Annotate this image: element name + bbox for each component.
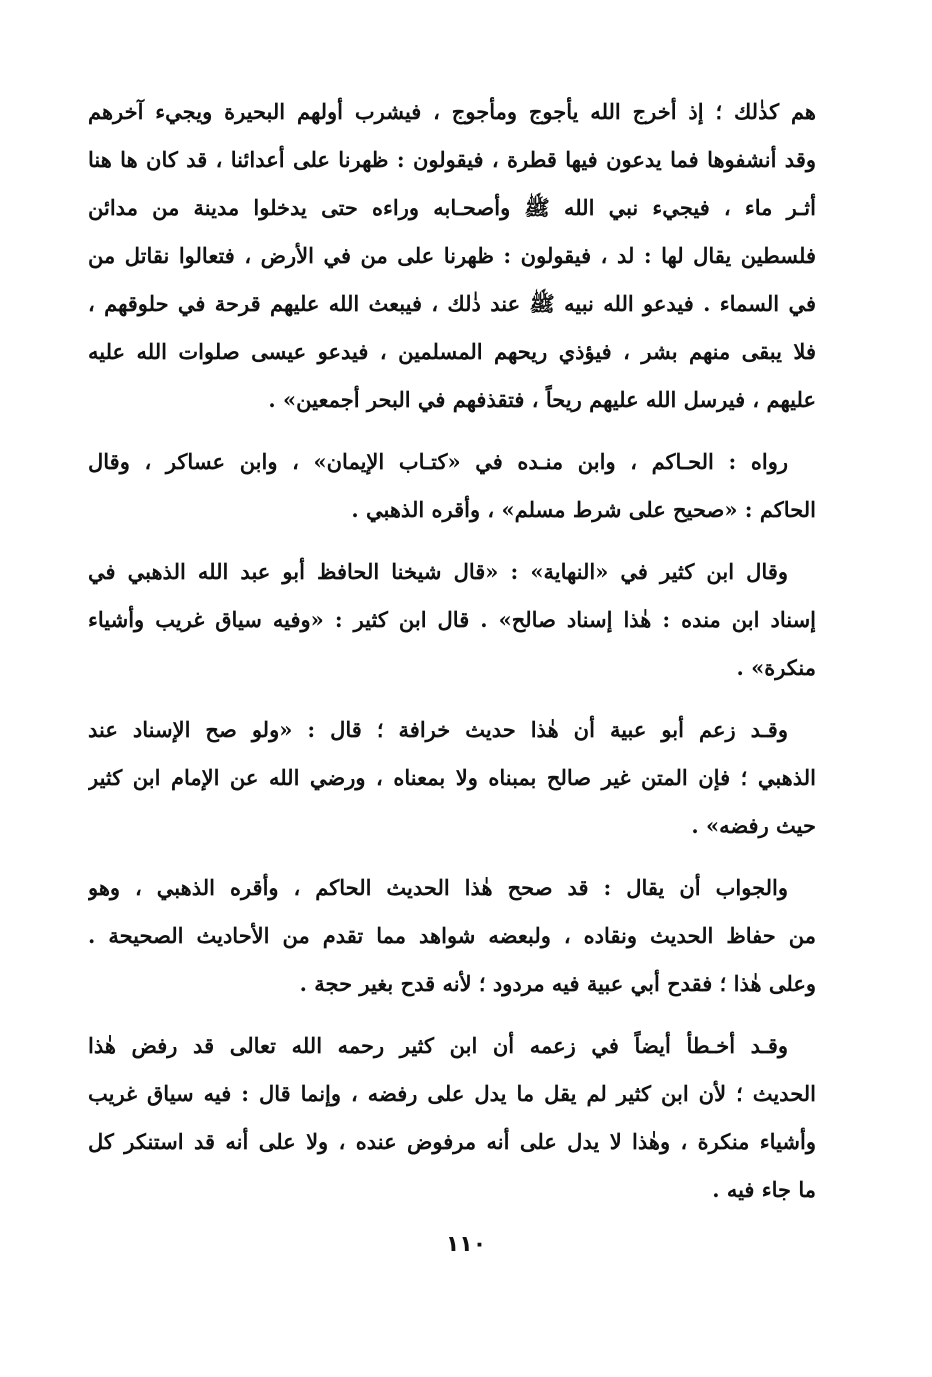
text-line: فلسطين يقال لها : لد ، فيقولون : ظهرنا على من في الأرض ، فتعالوا نقاتل من <box>88 243 816 268</box>
text-line: وقـد أخـطأ أيضاً في زعمه أن ابن كثير رحمه الله تعالى قد رفض هٰذا <box>88 1033 788 1058</box>
text-line: في السماء . فيدعو الله نبيه ﷺ عند ذٰلك ، فيبعث الله عليهم قرحة في حلوقهم ، <box>88 291 816 316</box>
paragraph-narrators <box>88 438 816 534</box>
text-line: من حفاظ الحديث ونقاده ، ولبعضه شواهد مما تقدم من الأحاديث الصحيحة . <box>88 923 816 948</box>
text-line: فلا يبقى منهم بشر ، فيؤذي ريحهم المسلمين ، فيدعو عيسى صلوات الله عليه <box>88 339 816 364</box>
text-line: الحاكم : «صحيح على شرط مسلم» ، وأقره الذهبي . <box>351 497 816 522</box>
text-line: وأشياء منكرة ، وهٰذا لا يدل على أنه مرفوض عنده ، ولا على أنه قد استنكر كل <box>88 1129 816 1154</box>
paragraph-abu-ubayya-claim <box>88 706 816 850</box>
text-line: إسناد ابن منده : هٰذا إسناد صالح» . قال ابن كثير : «وفيه سياق غريب وأشياء <box>88 607 816 632</box>
text-line: وقال ابن كثير في «النهاية» : «قال شيخنا الحافظ أبو عبد الله الذهبي في <box>88 559 788 584</box>
text-line: الذهبي ؛ فإن المتن غير صالح بمبناه ولا بمعناه ، ورضي الله عن الإمام ابن كثير <box>88 765 816 790</box>
text-line: عليهم ، فيرسل الله عليهم ريحاً ، فتقذفهم في البحر أجمعين» . <box>268 387 816 412</box>
text-line: منكرة» . <box>736 655 816 680</box>
page-number: ١١٠ <box>445 1232 487 1257</box>
text-line: وقـد زعم أبو عبية أن هٰذا حديث خرافة ؛ قال : «ولو صح الإسناد عند <box>88 717 788 742</box>
text-line: وقد أنشفوها فما يدعون فيها قطرة ، فيقولون : ظهرنا على أعدائنا ، قد كان ها هنا <box>88 147 816 172</box>
paragraph-response <box>88 864 816 1008</box>
text-line: رواه : الحـاكم ، وابن منـده في «كتـاب الإيمان» ، وابن عساكر ، وقال <box>88 449 788 474</box>
paragraph-error <box>88 1022 816 1214</box>
text-line: ما جاء فيه . <box>712 1177 816 1202</box>
text-line: أثـر ماء ، فيجيء نبي الله ﷺ وأصحـابه وراءه حتى يدخلوا مدينة من مدائن <box>88 195 816 220</box>
page-body <box>88 88 816 1228</box>
paragraph-ibn-kathir <box>88 548 816 692</box>
text-line: وعلى هٰذا ؛ فقدح أبي عبية فيه مردود ؛ لأنه قدح بغير حجة . <box>299 971 816 996</box>
text-line: والجواب أن يقال : قد صحح هٰذا الحديث الحاكم ، وأقره الذهبي ، وهو <box>88 875 788 900</box>
text-line: الحديث ؛ لأن ابن كثير لم يقل ما يدل على رفضه ، وإنما قال : فيه سياق غريب <box>88 1081 816 1106</box>
paragraph-hadith-text <box>88 88 816 424</box>
text-line: هم كذٰلك ؛ إذ أخرج الله يأجوج ومأجوج ، فيشرب أولهم البحيرة ويجيء آخرهم <box>88 99 816 124</box>
text-line: حيث رفضه» . <box>691 813 816 838</box>
